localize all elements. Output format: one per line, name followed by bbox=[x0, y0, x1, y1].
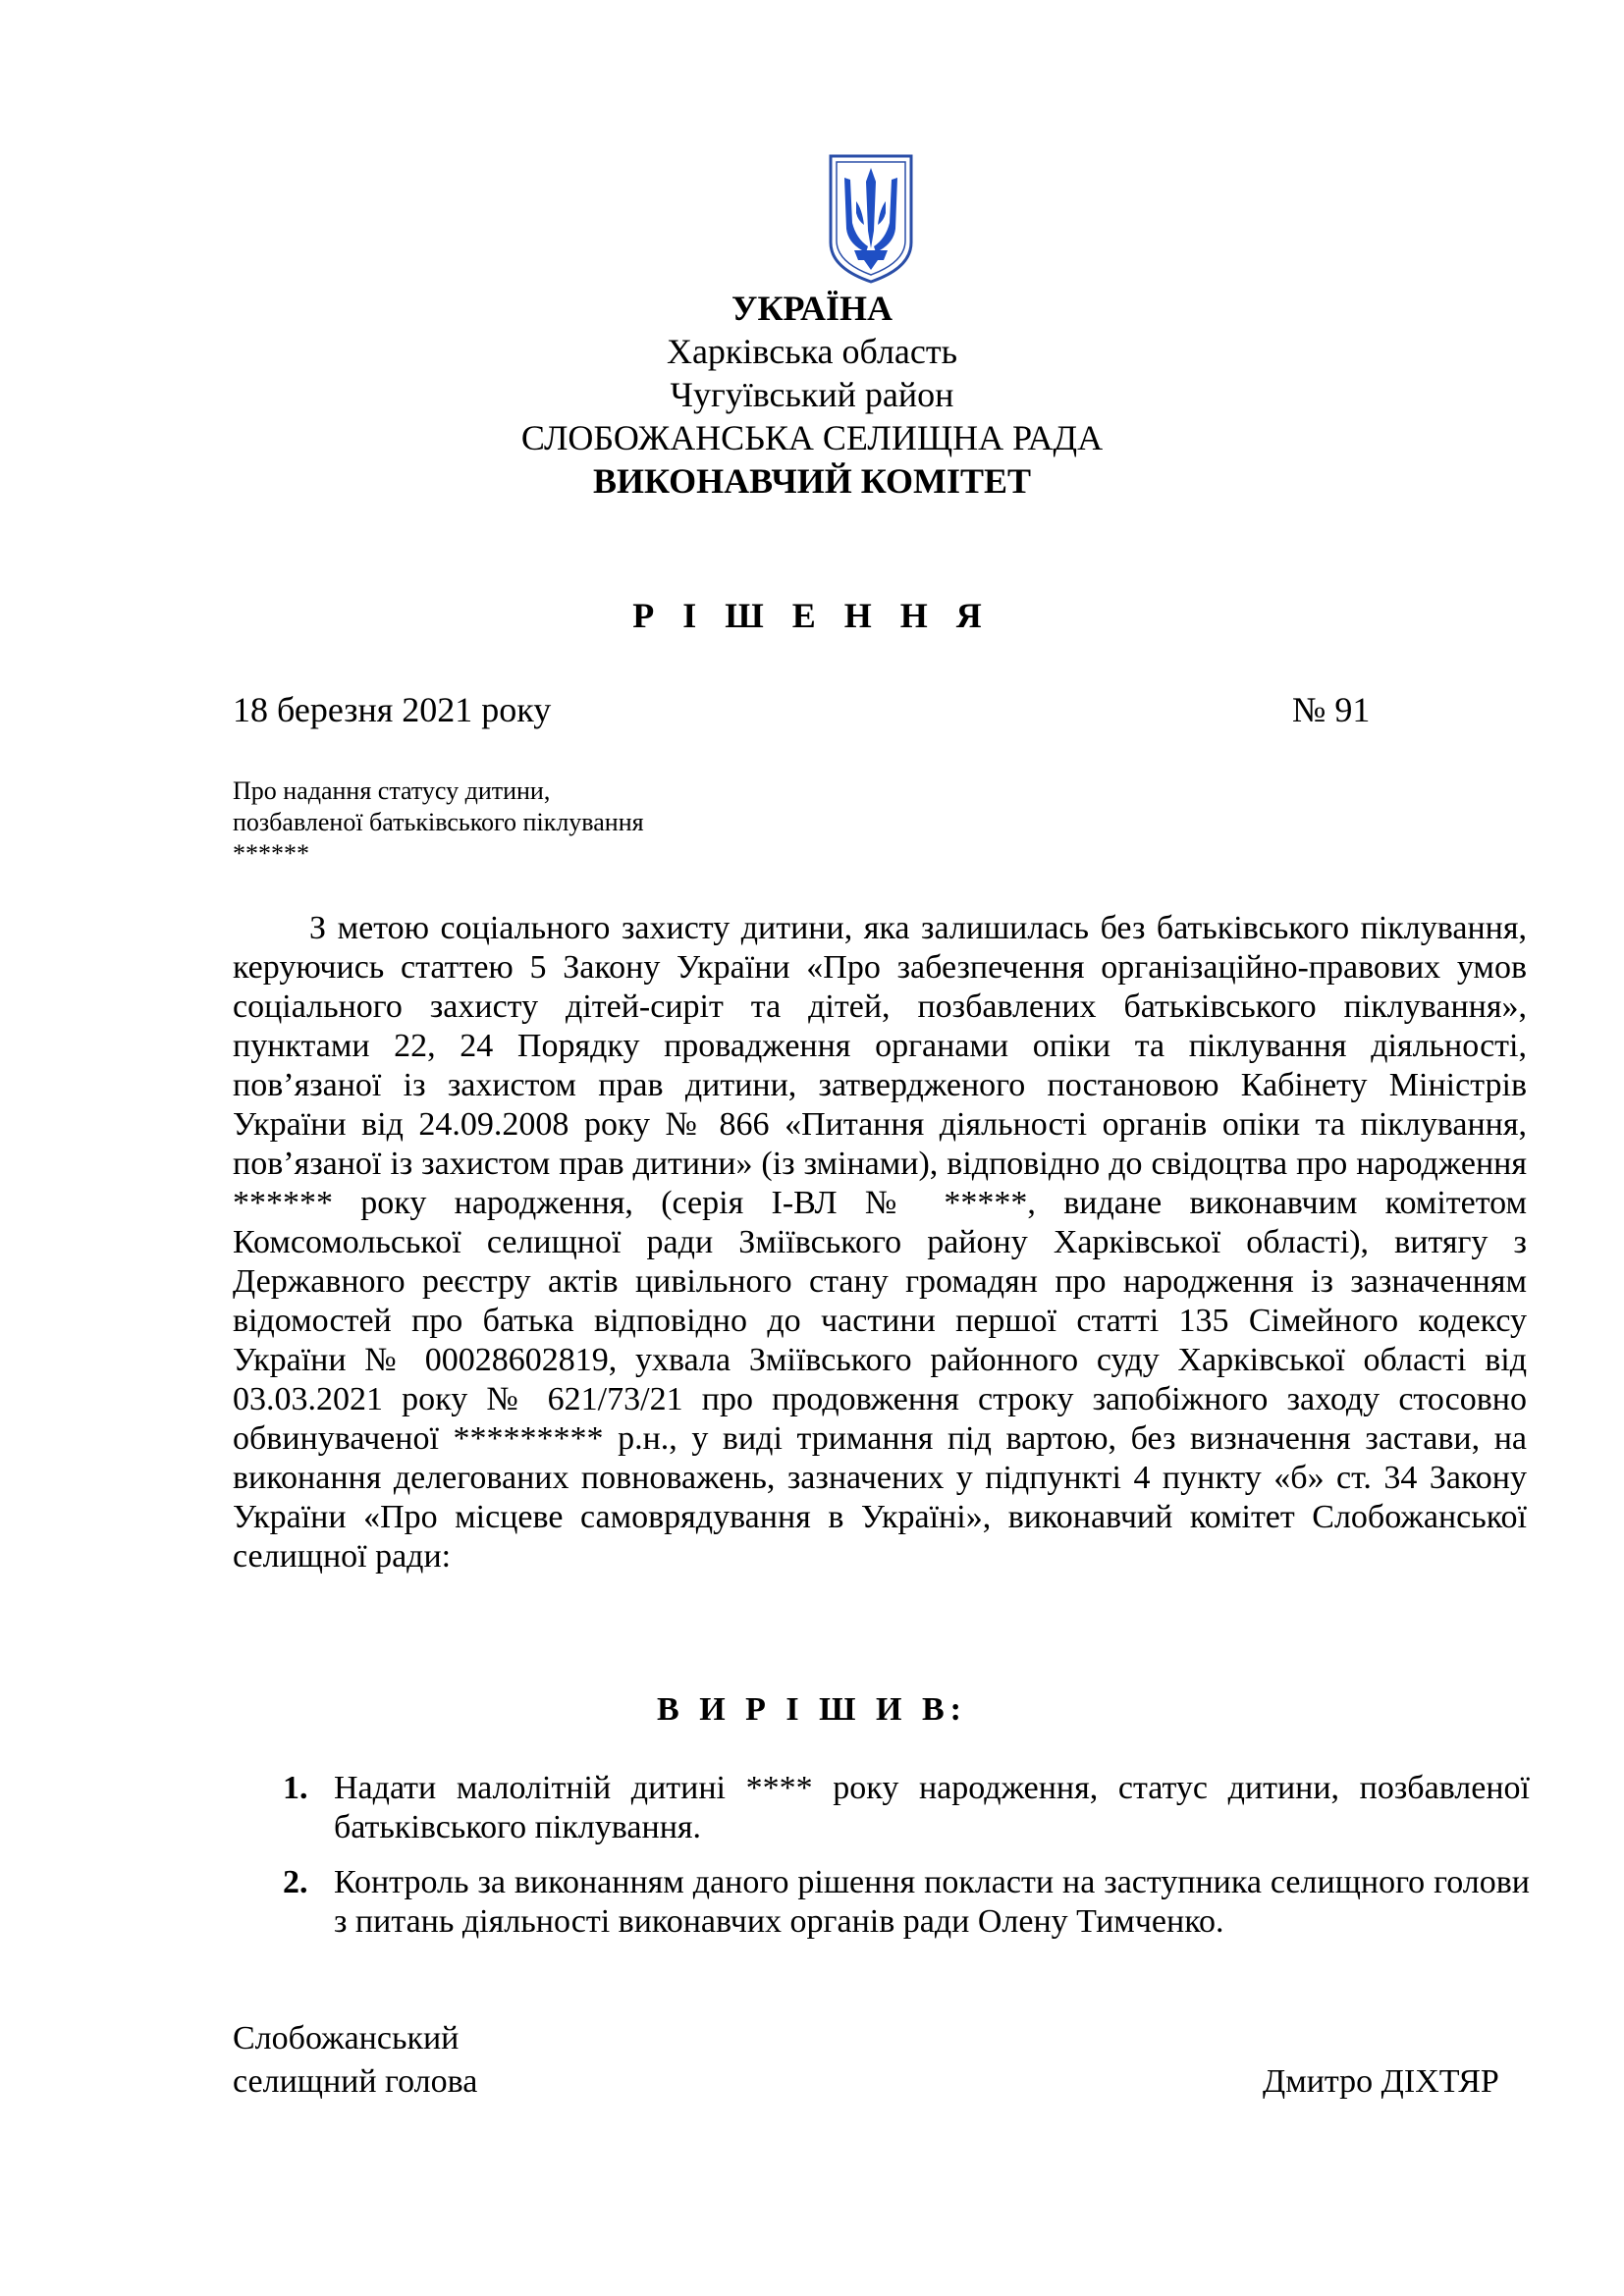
header-raion: Чугуївський район bbox=[670, 375, 954, 414]
header-committee: ВИКОНАВЧИЙ КОМІТЕТ bbox=[592, 461, 1032, 501]
resolution-item-number: 2. bbox=[283, 1864, 308, 1900]
header-country: УКРАЇНА bbox=[731, 289, 893, 328]
subject-line: позбавленої батьківського піклування bbox=[233, 808, 644, 836]
document-title: Р І Ш Е Н Н Я bbox=[632, 596, 992, 635]
document-number: № 91 bbox=[1292, 690, 1371, 729]
document-date: 18 березня 2021 року bbox=[233, 690, 552, 729]
subject-line: Про надання статусу дитини, bbox=[233, 776, 551, 805]
body-paragraph: З метою соціального захисту дитини, яка залишилась без батьківського піклування, керуючись статтею 5 Закону України «Про забезпечення організаційно-правових умов соціального захисту дітей-сиріт та дітей, позбавлених батьківського піклування», пунктами 22, 24 Порядку провадження органами опіки та піклування діяльності, пов’язаної із захистом прав дитини, затвердженого постановою Кабінету Міністрів України від 24.09.2008 року № 866 «Питання діяльності органів опіки та піклування, пов’язаної із захистом прав дитини» (із змінами), відповідно до свідоцтва про народження ****** року народження, (серія І-ВЛ № *****, видане виконавчим комітетом Комсомольської селищної ради Зміївського району Харківської області), витягу з Державного реєстру актів цивільного стану громадян про народження із зазначенням відомостей про батька відповідно до частини першої статті 135 Сімейного кодексу України № 00028602819, ухвала Зміївського районного суду Харківської області від 03.03.2021 року № 621/73/21 про продовження строку запобіжного заходу стосовно обвинуваченої ********* р.н., у виді тримання під вартою, без визначення застави, на виконання делегованих повноважень, зазначених у підпункті 4 пункту «б» ст. 34 Закону України «Про місцеве самоврядування в Україні», виконавчий комітет Слобожанської селищної ради: bbox=[233, 910, 1527, 1575]
resolution-item-text: Надати малолітній дитині **** року народження, статус дитини, позбавленої батьківського піклування. bbox=[334, 1770, 1530, 1845]
trident-coat-of-arms-icon bbox=[827, 152, 915, 286]
signatory-position bbox=[233, 2017, 477, 2104]
resolution-item-text: Контроль за виконанням даного рішення покласти на заступника селищного голови з питань діяльності виконавчих органів ради Олену Тимченко. bbox=[334, 1864, 1530, 1940]
resolution-item bbox=[283, 1769, 1530, 1847]
header-council: СЛОБОЖАНСЬКА СЕЛИЩНА РАДА bbox=[520, 418, 1104, 457]
document-subject bbox=[233, 775, 644, 870]
resolution-item bbox=[283, 1863, 1530, 1942]
subject-line: ****** bbox=[233, 839, 309, 868]
signatory-position-line: Слобожанський bbox=[233, 2020, 460, 2056]
signatory-position-line: селищний голова bbox=[233, 2063, 478, 2100]
resolution-item-number: 1. bbox=[283, 1770, 308, 1806]
header-oblast: Харківська область bbox=[666, 332, 958, 371]
resolution-heading: В И Р І Ш И В: bbox=[657, 1691, 967, 1728]
signatory-name: Дмитро ДІХТЯР bbox=[1263, 2063, 1499, 2100]
